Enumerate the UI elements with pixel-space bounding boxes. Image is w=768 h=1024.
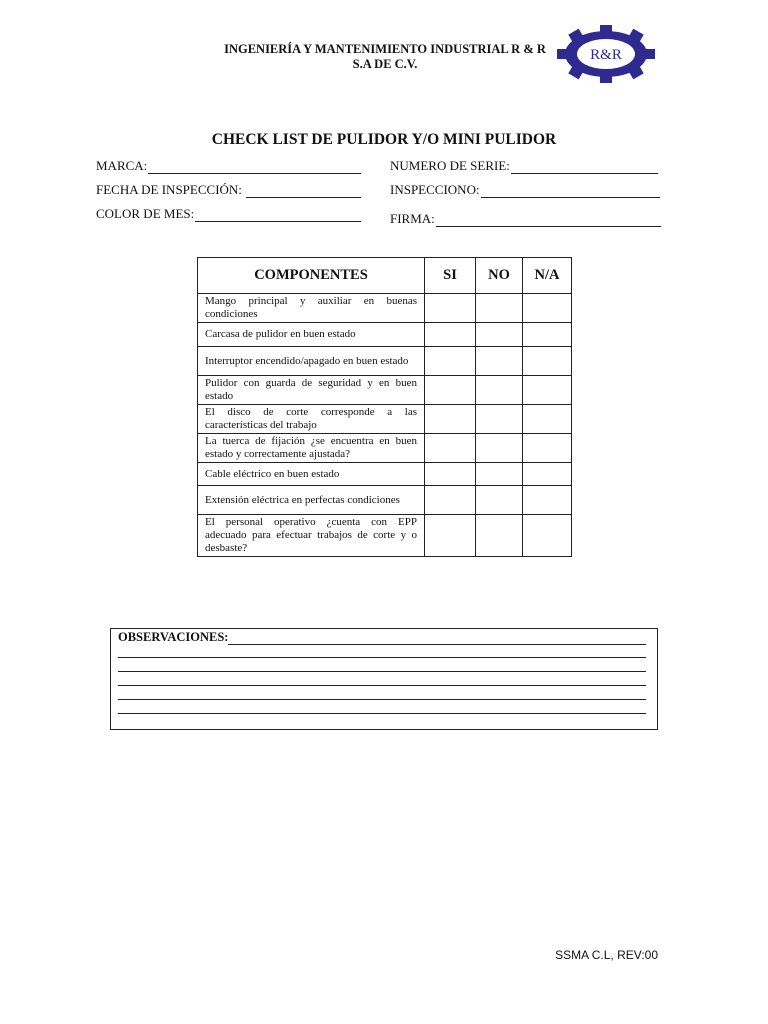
- inspecciono-field[interactable]: [390, 182, 660, 198]
- company-name: [200, 42, 570, 72]
- firma-field[interactable]: [390, 211, 661, 227]
- component-description: Cable eléctrico en buen estado: [198, 463, 425, 486]
- component-description: Mango principal y auxiliar en buenas condiciones: [198, 294, 425, 323]
- header-si: SI: [425, 258, 476, 294]
- check-cell-na[interactable]: [523, 347, 572, 376]
- check-cell-na[interactable]: [523, 515, 572, 557]
- check-cell-si[interactable]: [425, 376, 476, 405]
- component-description: Pulidor con guarda de seguridad y en buen estado: [198, 376, 425, 405]
- inspecciono-line: [481, 185, 660, 198]
- check-cell-si[interactable]: [425, 486, 476, 515]
- logo-text: R&R: [590, 47, 622, 63]
- check-cell-no[interactable]: [476, 486, 523, 515]
- check-cell-no[interactable]: [476, 294, 523, 323]
- color-mes-label: COLOR DE MES:: [96, 206, 195, 221]
- observaciones-heading: [118, 630, 646, 645]
- observaciones-label: OBSERVACIONES:: [118, 630, 229, 644]
- check-cell-na[interactable]: [523, 323, 572, 347]
- fecha-inspeccion-line: [246, 185, 361, 198]
- table-row: [198, 405, 572, 434]
- numero-serie-label: NUMERO DE SERIE:: [390, 158, 510, 173]
- numero-serie-field[interactable]: [390, 158, 658, 174]
- firma-line: [436, 214, 661, 227]
- color-mes-field[interactable]: [96, 206, 361, 222]
- check-cell-no[interactable]: [476, 405, 523, 434]
- check-cell-no[interactable]: [476, 347, 523, 376]
- table-row: [198, 515, 572, 557]
- marca-field[interactable]: [96, 158, 361, 174]
- observaciones-box[interactable]: [110, 628, 658, 730]
- header-componentes: COMPONENTES: [198, 258, 425, 294]
- check-cell-si[interactable]: [425, 405, 476, 434]
- observaciones-line: [118, 713, 646, 714]
- component-description: Carcasa de pulidor en buen estado: [198, 323, 425, 347]
- numero-serie-line: [511, 161, 658, 174]
- check-cell-na[interactable]: [523, 376, 572, 405]
- check-cell-si[interactable]: [425, 294, 476, 323]
- table-header-row: [198, 258, 572, 294]
- check-cell-si[interactable]: [425, 347, 476, 376]
- observaciones-line: [228, 632, 646, 645]
- header-no: NO: [476, 258, 523, 294]
- check-cell-si[interactable]: [425, 515, 476, 557]
- document-title: CHECK LIST DE PULIDOR Y/O MINI PULIDOR: [211, 131, 557, 148]
- marca-line: [148, 161, 361, 174]
- table-row: [198, 376, 572, 405]
- check-cell-na[interactable]: [523, 486, 572, 515]
- table-row: [198, 463, 572, 486]
- firma-label: FIRMA:: [390, 211, 435, 226]
- color-mes-line: [195, 209, 361, 222]
- check-cell-no[interactable]: [476, 515, 523, 557]
- header-na: N/A: [523, 258, 572, 294]
- check-cell-na[interactable]: [523, 434, 572, 463]
- inspecciono-label: INSPECCIONO:: [390, 182, 480, 197]
- check-cell-no[interactable]: [476, 376, 523, 405]
- company-logo: [556, 24, 656, 84]
- observaciones-line: [118, 671, 646, 672]
- component-description: La tuerca de fijación ¿se encuentra en buen estado y correctamente ajustada?: [198, 434, 425, 463]
- fecha-inspeccion-field[interactable]: [96, 182, 361, 198]
- document-code: SSMA C.L, REV:00: [555, 948, 658, 962]
- check-cell-si[interactable]: [425, 323, 476, 347]
- component-description: Extensión eléctrica en perfectas condiciones: [198, 486, 425, 515]
- check-cell-si[interactable]: [425, 463, 476, 486]
- check-cell-si[interactable]: [425, 434, 476, 463]
- fecha-inspeccion-label: FECHA DE INSPECCIÓN:: [96, 182, 242, 197]
- table-row: [198, 486, 572, 515]
- observaciones-line: [118, 699, 646, 700]
- company-name-line2: S.A DE C.V.: [352, 57, 418, 71]
- observaciones-line: [118, 657, 646, 658]
- component-description: El personal operativo ¿cuenta con EPP adecuado para efectuar trabajos de corte y o desbaste?: [198, 515, 425, 557]
- check-cell-na[interactable]: [523, 405, 572, 434]
- check-cell-no[interactable]: [476, 434, 523, 463]
- check-cell-no[interactable]: [476, 323, 523, 347]
- observaciones-line: [118, 685, 646, 686]
- component-description: El disco de corte corresponde a las características del trabajo: [198, 405, 425, 434]
- check-cell-na[interactable]: [523, 463, 572, 486]
- components-checklist-table: [197, 257, 572, 557]
- table-row: [198, 294, 572, 323]
- check-cell-na[interactable]: [523, 294, 572, 323]
- table-row: [198, 434, 572, 463]
- marca-label: MARCA:: [96, 158, 148, 173]
- component-description: Interruptor encendido/apagado en buen estado: [198, 347, 425, 376]
- table-row: [198, 323, 572, 347]
- company-name-line1: INGENIERÍA Y MANTENIMIENTO INDUSTRIAL R & R: [224, 42, 546, 56]
- table-row: [198, 347, 572, 376]
- check-cell-no[interactable]: [476, 463, 523, 486]
